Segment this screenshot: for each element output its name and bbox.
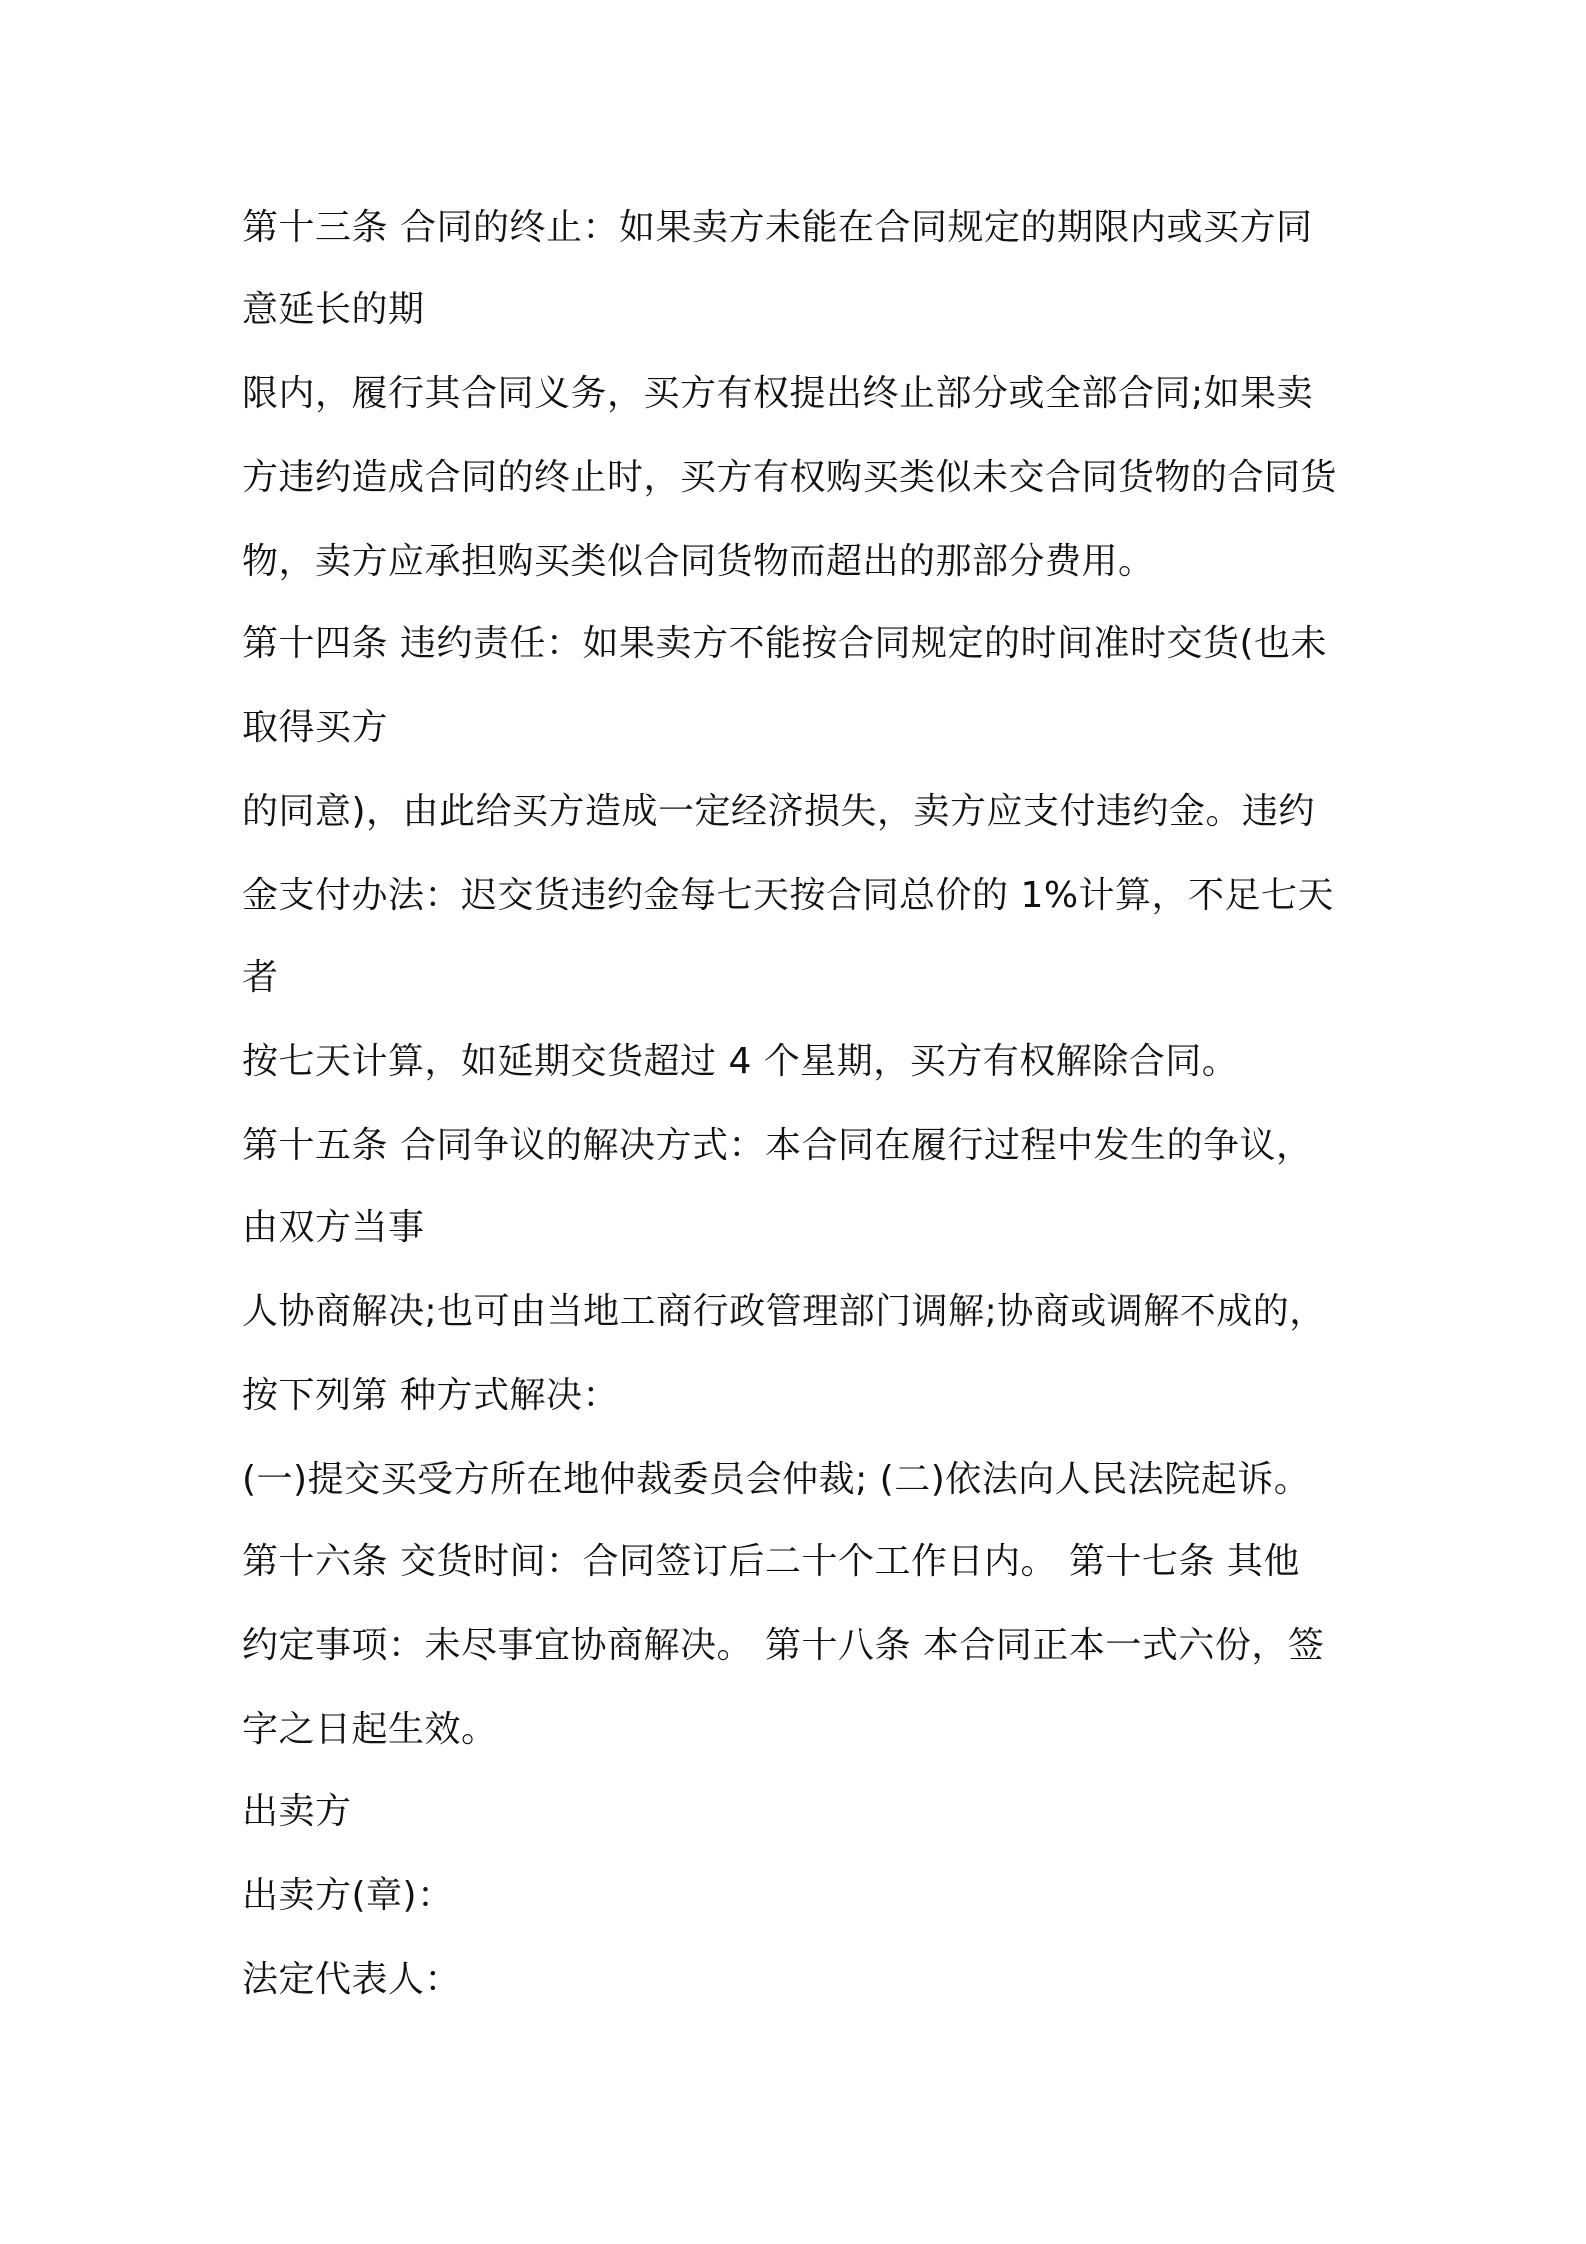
text-line: 由双方当事 <box>242 1207 425 1248</box>
text-line: 第十五条 合同争议的解决方式：本合同在履行过程中发生的争议， <box>242 1125 1313 1166</box>
text-line: 约定事项：未尽事宜协商解决。 第十八条 本合同正本一式六份，签 <box>242 1625 1325 1666</box>
text-line: 按下列第 种方式解决： <box>242 1375 619 1416</box>
text-line: 第十四条 违约责任：如果卖方不能按合同规定的时间准时交货(也未 <box>242 623 1327 664</box>
text-line: 法定代表人： <box>242 1959 462 2000</box>
text-line: 取得买方 <box>242 707 389 748</box>
text-line: 的同意)，由此给买方造成一定经济损失，卖方应支付违约金。违约 <box>242 791 1316 832</box>
text-line: 限内，履行其合同义务，买方有权提出终止部分或全部合同;如果卖 <box>242 373 1314 414</box>
text-line: 者 <box>242 957 279 998</box>
text-line: 意延长的期 <box>242 289 425 330</box>
text-line: 按七天计算，如延期交货超过 4 个星期，买方有权解除合同。 <box>242 1041 1239 1082</box>
text-line: 第十三条 合同的终止：如果卖方未能在合同规定的期限内或买方同 <box>242 207 1313 248</box>
text-line: 人协商解决;也可由当地工商行政管理部门调解;协商或调解不成的， <box>242 1291 1326 1332</box>
text-line: (一)提交买受方所在地仲裁委员会仲裁; (二)依法向人民法院起诉。 <box>242 1459 1311 1500</box>
text-line: 字之日起生效。 <box>242 1709 498 1750</box>
text-line: 金支付办法：迟交货违约金每七天按合同总价的 1%计算，不足七天 <box>242 875 1335 916</box>
text-line: 第十六条 交货时间：合同签订后二十个工作日内。 第十七条 其他 <box>242 1541 1300 1582</box>
text-line: 方违约造成合同的终止时，买方有权购买类似未交合同货物的合同货 <box>242 457 1338 498</box>
text-line: 物，卖方应承担购买类似合同货物而超出的那部分费用。 <box>242 541 1155 582</box>
text-line: 出卖方(章)： <box>242 1875 454 1916</box>
text-line: 出卖方 <box>242 1791 352 1832</box>
